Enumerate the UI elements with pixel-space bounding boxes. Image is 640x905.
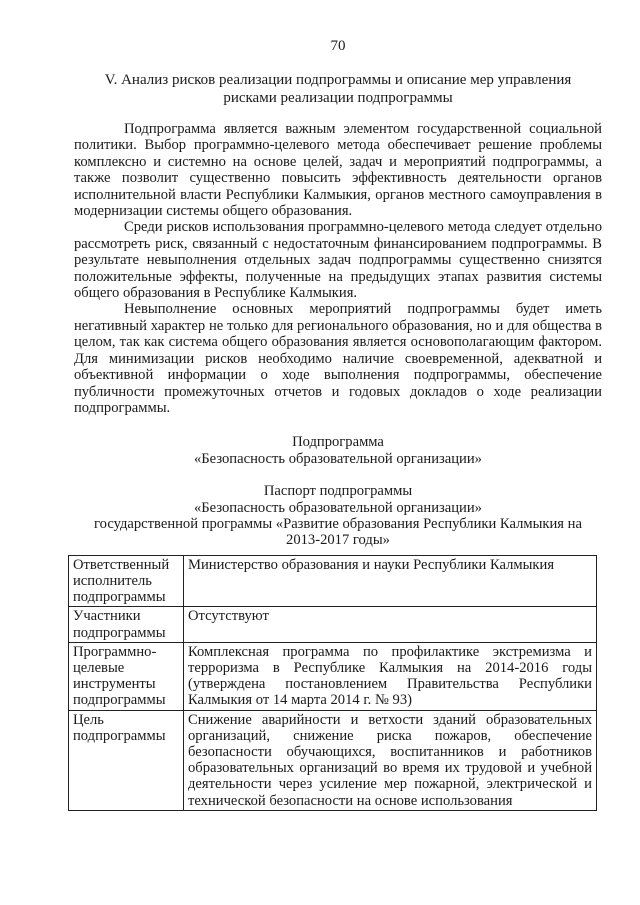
subprogram-name: «Безопасность образовательной организации» <box>194 450 482 467</box>
row-value-instruments: Комплексная программа по профилактике экстремизма и терроризма в Республике Калмыкия на 2014-2016 годы (утверждена постановлением Правительства Республики Калмыкия от 14 марта 2014 г. № 93) <box>184 642 597 710</box>
subprogram-label: Подпрограмма <box>292 434 384 451</box>
paragraph-1: Подпрограмма является важным элементом государственной социальной политики. Выбор программно-целевого метода обеспечивает решение проблемы комплексно и системно на основе целей, задач и мероприятий подпрограммы, а также позволит существенно повысить эффективность деятельности органов исполнительной власти Республики Калмыкия, органов местного самоуправления в модернизации системы общего образования. <box>74 121 602 220</box>
page-number: 70 <box>330 38 346 54</box>
row-value-responsible: Министерство образования и науки Республики Калмыкия <box>184 555 597 607</box>
row-label-responsible: Ответственный исполнитель подпрограммы <box>69 555 184 607</box>
passport-program-line-2: 2013-2017 годы» <box>286 532 390 549</box>
table-row <box>69 642 597 710</box>
paragraph-2: Среди рисков использования программно-целевого метода следует отдельно рассмотреть риск, связанный с недостаточным финансированием подпрограммы. В результате невыполнения отдельных задач подпрограммы существенно снизятся положительные эффекты, полученные на предыдущих этапах развития системы общего образования в Республике Калмыкия. <box>74 219 602 302</box>
row-label-participants: Участники подпрограммы <box>69 607 184 642</box>
table-row <box>69 607 597 642</box>
section-heading-line-1: V. Анализ рисков реализации подпрограммы и описание мер управления <box>104 72 572 88</box>
table-row <box>69 710 597 810</box>
passport-title: Паспорт подпрограммы <box>263 483 413 500</box>
passport-table <box>68 555 597 811</box>
section-heading <box>74 71 602 107</box>
passport-program-line-1: государственной программы «Развитие образования Республики Калмыкия на <box>94 515 582 532</box>
row-value-goal: Снижение аварийности и ветхости зданий образовательных организаций, снижение риска пожаров, обеспечение безопасности обучающихся, воспитанников и работников образовательных организаций во время их трудовой и учебной деятельности через усиление мер пожарной, электрической и технической безопасности на основе использования <box>184 710 597 810</box>
row-value-participants: Отсутствуют <box>184 607 597 642</box>
passport-name: «Безопасность образовательной организации» <box>194 499 482 516</box>
paragraph-3: Невыполнение основных мероприятий подпрограммы будет иметь негативный характер не только для регионального образования, но и для общества в целом, так как система общего образования является основополагающим фактором. Для минимизации рисков необходимо наличие своевременной, адекватной и объективной информации о ходе выполнения подпрограммы, обеспечение публичности промежуточных отчетов и годовых докладов о ходе реализации подпрограммы. <box>74 301 602 416</box>
row-label-goal: Цель подпрограммы <box>69 710 184 810</box>
row-label-instruments: Программно-целевые инструменты подпрограммы <box>69 642 184 710</box>
section-heading-line-2: рисками реализации подпрограммы <box>223 90 453 106</box>
table-row <box>69 555 597 607</box>
